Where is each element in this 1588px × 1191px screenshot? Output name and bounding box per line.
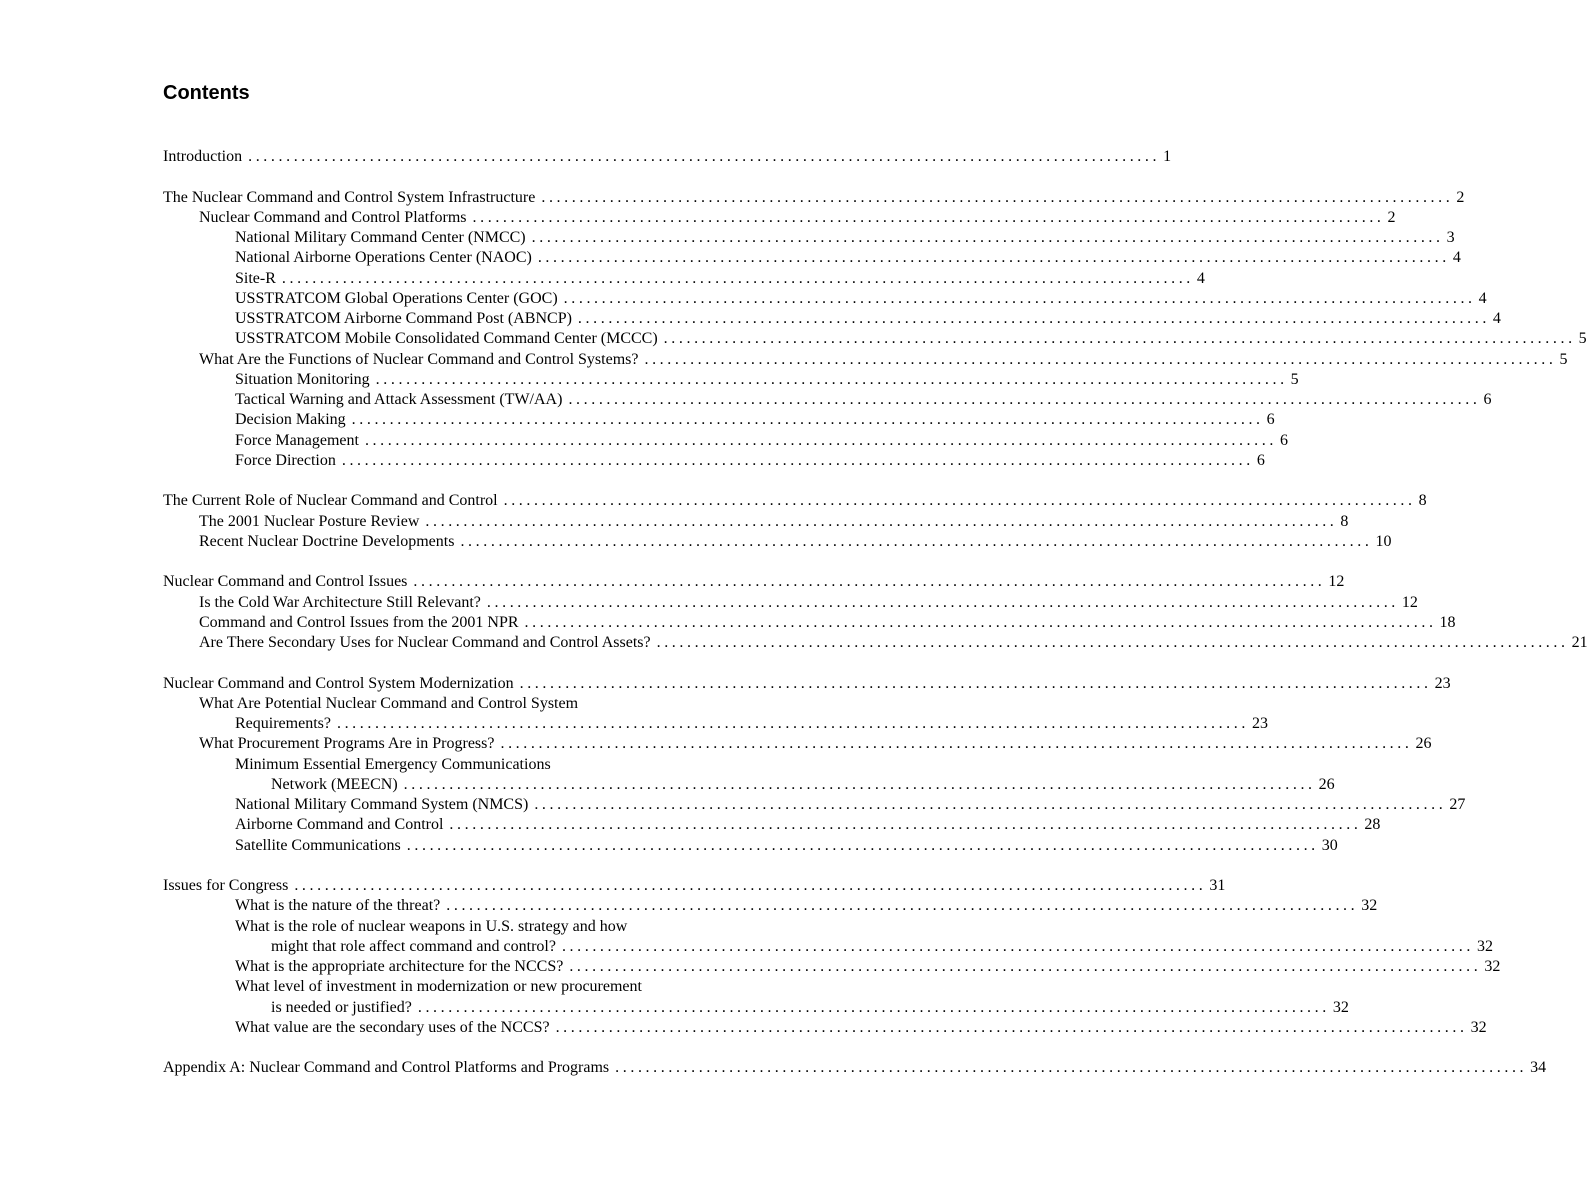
toc-entry-page-number: 10 — [1375, 532, 1392, 550]
toc-entry-page-number: 6 — [1279, 431, 1288, 449]
toc-entry-label: Is the Cold War Architecture Still Relevant? — [199, 593, 481, 611]
toc-entry-label: Are There Secondary Uses for Nuclear Command and Control Assets? — [199, 634, 651, 651]
toc-entry-label: National Airborne Operations Center (NAOC) — [235, 249, 532, 267]
toc-entry-page-number: 32 — [1361, 897, 1378, 915]
toc-entry-label: The 2001 Nuclear Posture Review — [199, 512, 420, 530]
toc-entry-page-number: 34 — [1530, 1059, 1547, 1077]
toc-entry-label: National Military Command System (NMCS) — [235, 796, 529, 813]
toc-entry[interactable] — [163, 188, 1465, 208]
toc-entry[interactable] — [163, 775, 1335, 795]
toc-entry[interactable] — [163, 633, 1588, 653]
toc-entry-label: Force Management — [235, 431, 359, 449]
toc-entry-label: Network (MEECN) — [271, 775, 398, 793]
toc-entry[interactable] — [163, 937, 1493, 957]
dot-leader: ........................................................................................................................ — [248, 148, 1161, 165]
toc-entry[interactable] — [163, 329, 1587, 349]
toc-entry-label: Command and Control Issues from the 2001 NPR — [199, 613, 519, 631]
toc-entry[interactable] — [163, 390, 1492, 410]
toc-entry-label: Minimum Essential Emergency Communications — [235, 755, 551, 773]
toc-entry-page-number: 2 — [1456, 188, 1465, 206]
page-title: Contents — [163, 82, 250, 104]
toc-entry[interactable] — [163, 694, 758, 714]
toc-entry-label: What Procurement Programs Are in Progress? — [199, 735, 495, 753]
toc-entry-label: Nuclear Command and Control System Modernization — [163, 674, 514, 692]
toc-entry[interactable] — [163, 451, 1265, 471]
dot-leader: ........................................................................................................................ — [417, 998, 1330, 1016]
toc-entry-page-number: 5 — [1578, 330, 1587, 348]
dot-leader: ........................................................................................................................ — [531, 229, 1444, 246]
toc-entry[interactable] — [163, 998, 1349, 1018]
toc-entry-page-number: 8 — [1340, 512, 1349, 530]
toc-entry-label: Satellite Communications — [235, 836, 401, 854]
toc-entry[interactable] — [163, 370, 1299, 390]
toc-entry-label: Tactical Warning and Attack Assessment (TW/AA) — [235, 391, 563, 408]
toc-entry[interactable] — [163, 431, 1288, 451]
toc-entry-label: is needed or justified? — [271, 998, 412, 1016]
toc-entry-page-number: 32 — [1476, 937, 1493, 955]
toc-entry[interactable] — [163, 309, 1501, 329]
toc-entry-label: Airborne Command and Control — [235, 816, 444, 834]
dot-leader: ........................................................................................................................ — [486, 593, 1399, 611]
toc-entry[interactable] — [163, 208, 1396, 228]
toc-entry-page-number: 18 — [1439, 613, 1456, 631]
toc-entry[interactable] — [163, 613, 1456, 633]
toc-entry[interactable] — [163, 350, 1568, 370]
dot-leader: ........................................................................................................................ — [281, 269, 1194, 287]
dot-leader: ........................................................................................................................ — [541, 188, 1454, 206]
toc-entry-page-number: 5 — [1559, 350, 1568, 368]
dot-leader: ........................................................................................................................ — [537, 249, 1450, 267]
toc-entry-label: USSTRATCOM Mobile Consolidated Command Center (MCCC) — [235, 330, 658, 348]
toc-entry[interactable] — [163, 248, 1461, 268]
toc-entry-page-number: 30 — [1321, 836, 1338, 854]
toc-entry-label: Site-R — [235, 269, 276, 287]
toc-entry-label: Appendix A: Nuclear Command and Control Platforms and Programs — [163, 1059, 610, 1077]
toc-entry[interactable] — [163, 714, 1268, 734]
dot-leader: ........................................................................................................................ — [336, 715, 1249, 732]
dot-leader: ........................................................................................................................ — [503, 492, 1416, 510]
toc-entry[interactable] — [163, 755, 758, 775]
dot-leader: ........................................................................................................................ — [563, 289, 1476, 307]
dot-leader: ........................................................................................................................ — [615, 1059, 1528, 1077]
toc-entry-page-number: 8 — [1418, 492, 1427, 510]
toc-entry-label: Nuclear Command and Control Platforms — [199, 208, 467, 226]
toc-entry[interactable] — [163, 532, 1392, 552]
toc-entry-label: National Military Command Center (NMCC) — [235, 229, 526, 246]
toc-entry-page-number: 2 — [1387, 208, 1396, 226]
toc-entry-page-number: 32 — [1484, 958, 1501, 975]
toc-entry-page-number: 26 — [1415, 735, 1432, 753]
toc-entry[interactable] — [163, 491, 1427, 511]
toc-entry-label: Decision Making — [235, 411, 346, 429]
toc-entry[interactable] — [163, 734, 1432, 754]
dot-leader: ........................................................................................................................ — [403, 775, 1316, 793]
toc-entry[interactable] — [163, 572, 1345, 592]
toc-entry-label: Nuclear Command and Control Issues — [163, 573, 408, 591]
dot-leader: ........................................................................................................................ — [568, 391, 1481, 408]
toc-entry[interactable] — [163, 977, 758, 997]
toc-entry-page-number: 12 — [1401, 593, 1418, 611]
toc-entry-page-number: 32 — [1332, 998, 1349, 1016]
toc-entry-page-number: 5 — [1290, 370, 1299, 388]
toc-entry-page-number: 21 — [1571, 634, 1588, 651]
table-of-contents — [163, 147, 1588, 1079]
toc-entry-page-number: 27 — [1449, 796, 1466, 813]
toc-entry-label: Situation Monitoring — [235, 370, 370, 388]
toc-entry-page-number: 4 — [1196, 269, 1205, 287]
dot-leader: ........................................................................................................................ — [460, 532, 1373, 550]
toc-entry-page-number: 23 — [1251, 715, 1268, 732]
toc-entry-label: What level of investment in modernization or new procurement — [235, 978, 642, 996]
dot-leader: ........................................................................................................................ — [425, 512, 1338, 530]
toc-entry-label: What is the role of nuclear weapons in U.S. strategy and how — [235, 917, 628, 935]
toc-entry-label: What value are the secondary uses of the NCCS? — [235, 1018, 550, 1036]
dot-leader: ........................................................................................................................ — [341, 451, 1254, 469]
dot-leader: ........................................................................................................................ — [413, 573, 1326, 591]
toc-entry-page-number: 26 — [1318, 775, 1335, 793]
toc-entry-page-number: 4 — [1452, 249, 1461, 267]
dot-leader: ........................................................................................................................ — [524, 613, 1437, 631]
toc-entry-label: Recent Nuclear Doctrine Developments — [199, 532, 455, 550]
toc-entry-label: The Current Role of Nuclear Command and Control — [163, 492, 498, 510]
dot-leader: ........................................................................................................................ — [446, 897, 1359, 915]
dot-leader: ........................................................................................................................ — [577, 310, 1490, 327]
toc-entry[interactable] — [163, 795, 1466, 815]
toc-entry[interactable] — [163, 957, 1501, 977]
dot-leader: ........................................................................................................................ — [534, 796, 1447, 813]
toc-entry-label: USSTRATCOM Global Operations Center (GOC) — [235, 289, 558, 307]
toc-entry-page-number: 1 — [1163, 148, 1172, 165]
toc-entry-label: What Are the Functions of Nuclear Command and Control Systems? — [199, 350, 639, 368]
toc-entry[interactable] — [163, 917, 758, 937]
dot-leader: ........................................................................................................................ — [351, 411, 1264, 429]
dot-leader: ........................................................................................................................ — [364, 431, 1277, 449]
dot-leader: ........................................................................................................................ — [472, 208, 1385, 226]
toc-entry[interactable] — [163, 269, 1205, 289]
toc-entry[interactable] — [163, 1018, 1487, 1038]
toc-entry-page-number: 4 — [1492, 310, 1501, 327]
dot-leader: ........................................................................................................................ — [519, 674, 1432, 692]
toc-entry[interactable] — [163, 876, 1226, 896]
toc-entry[interactable] — [163, 228, 1455, 248]
toc-entry[interactable] — [163, 896, 1378, 916]
toc-entry-label: Requirements? — [235, 715, 331, 732]
dot-leader: ........................................................................................................................ — [561, 937, 1474, 955]
toc-entry[interactable] — [163, 815, 1381, 835]
toc-entry[interactable] — [163, 836, 1338, 856]
toc-entry-label: The Nuclear Command and Control System Infrastructure — [163, 188, 536, 206]
dot-leader: ........................................................................................................................ — [555, 1018, 1468, 1036]
toc-entry[interactable] — [163, 593, 1418, 613]
toc-entry[interactable] — [163, 147, 1172, 167]
toc-entry-page-number: 6 — [1256, 451, 1265, 469]
toc-entry[interactable] — [163, 1058, 1547, 1078]
toc-entry-page-number: 31 — [1209, 877, 1226, 894]
dot-leader: ........................................................................................................................ — [663, 330, 1576, 348]
toc-entry[interactable] — [163, 410, 1275, 430]
toc-entry-page-number: 28 — [1364, 816, 1381, 834]
toc-entry-label: Introduction — [163, 148, 243, 165]
toc-entry-page-number: 3 — [1446, 229, 1455, 246]
toc-entry[interactable] — [163, 289, 1487, 309]
toc-entry-page-number: 32 — [1470, 1018, 1487, 1036]
dot-leader: ........................................................................................................................ — [449, 816, 1362, 834]
dot-leader: ........................................................................................................................ — [500, 735, 1413, 753]
toc-entry-label: What Are Potential Nuclear Command and Control System — [199, 694, 579, 712]
toc-entry-page-number: 6 — [1483, 391, 1492, 408]
toc-entry-page-number: 12 — [1328, 573, 1345, 591]
toc-entry-page-number: 6 — [1266, 411, 1275, 429]
toc-entry[interactable] — [163, 512, 1349, 532]
toc-entry-label: What is the appropriate architecture for the NCCS? — [235, 958, 564, 975]
dot-leader: ........................................................................................................................ — [569, 958, 1482, 975]
toc-entry-label: might that role affect command and control? — [271, 937, 556, 955]
dot-leader: ........................................................................................................................ — [656, 634, 1569, 651]
toc-entry-label: Force Direction — [235, 451, 336, 469]
toc-entry-page-number: 23 — [1434, 674, 1451, 692]
toc-entry-page-number: 4 — [1478, 289, 1487, 307]
dot-leader: ........................................................................................................................ — [294, 877, 1207, 894]
toc-entry-label: USSTRATCOM Airborne Command Post (ABNCP) — [235, 310, 572, 327]
dot-leader: ........................................................................................................................ — [406, 836, 1319, 854]
toc-entry-label: Issues for Congress — [163, 877, 289, 894]
dot-leader: ........................................................................................................................ — [375, 370, 1288, 388]
toc-entry-label: What is the nature of the threat? — [235, 897, 441, 915]
toc-entry[interactable] — [163, 674, 1451, 694]
dot-leader: ........................................................................................................................ — [644, 350, 1557, 368]
